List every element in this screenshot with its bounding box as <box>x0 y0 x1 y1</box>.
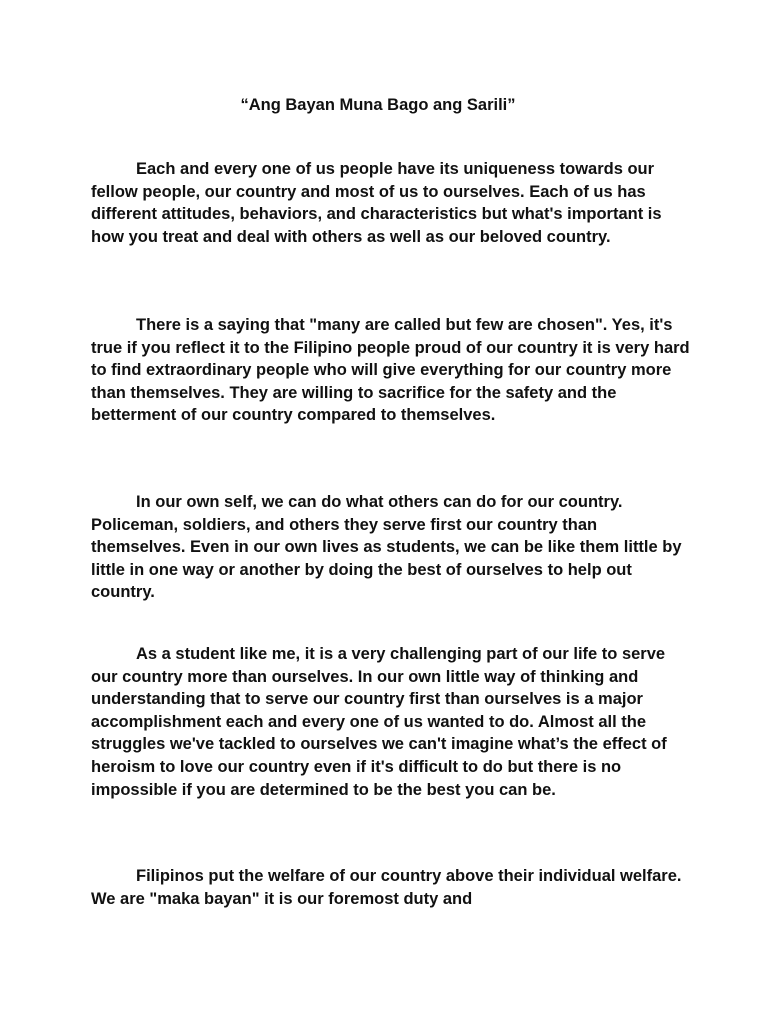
paragraph-3: In our own self, we can do what others can do for our country. Policeman, soldiers, and others they serve first our country than themselves. Even in our own lives as students, we can be like them little by little in one way or another by doing the best of ourselves to help out country. <box>91 493 682 602</box>
paragraph-2: There is a saying that "many are called but few are chosen". Yes, it's true if you reflect it to the Filipino people proud of our country it is very hard to find extraordinary people who will give everything for our country more than themselves. They are willing to sacrifice for the safety and the betterment of our country compared to themselves. <box>91 316 690 425</box>
paragraph-4: As a student like me, it is a very challenging part of our life to serve our country more than ourselves. In our own little way of thinking and understanding that to serve our country first than ourselves is a major accomplishment each and every one of us wanted to do. Almost all the struggles we've tackled to ourselves we can't imagine what’s the effect of heroism to love our country even if it's difficult to do but there is no impossible if you are determined to be the best you can be. <box>91 645 667 799</box>
paragraph-5: Filipinos put the welfare of our country above their individual welfare. We are "maka bayan" it is our foremost duty and <box>91 867 682 908</box>
document-title: “Ang Bayan Muna Bago ang Sarili” <box>240 96 516 114</box>
paragraph-1: Each and every one of us people have its uniqueness towards our fellow people, our country and most of us to ourselves. Each of us has different attitudes, behaviors, and characteristics but what's important is how you treat and deal with others as well as our beloved country. <box>91 160 662 246</box>
